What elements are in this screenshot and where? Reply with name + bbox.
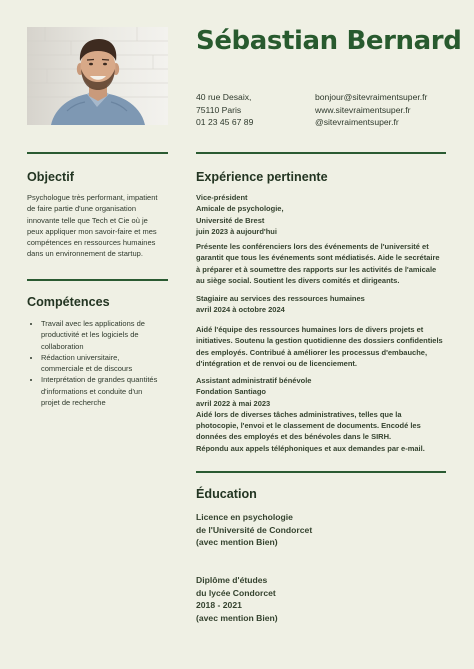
competences-heading: Compétences [27, 295, 110, 309]
competence-line: • Travail avec les applications de [41, 319, 145, 328]
competence-line: projet de recherche [41, 398, 106, 408]
competence-line: commerciale et de discours [41, 364, 133, 374]
contact-online-block [315, 91, 427, 129]
education-heading: Éducation [196, 487, 257, 501]
competence-line: productivité et les logiciels de [41, 330, 139, 340]
job-title: Assistant administratif bénévole [196, 376, 312, 385]
job-detail-line: données des employés et des bénévoles dans le SIRH. [196, 432, 392, 442]
address-line-1: 40 rue Desaix, [196, 92, 252, 102]
job-detail-line: d'intégration et de renvoi ou de licenciement. [196, 358, 357, 368]
profile-photo [27, 27, 168, 125]
education-line: Licence en psychologie [196, 512, 293, 522]
job-title: Vice-président [196, 193, 248, 202]
objectif-text [27, 192, 177, 260]
experience-entry-1-details [196, 241, 452, 286]
job-title: Stagiaire au services des ressources humaines [196, 294, 365, 303]
objectif-heading: Objectif [27, 170, 74, 184]
competence-line: • Rédaction universitaire, [41, 352, 120, 362]
objectif-top-divider [27, 152, 168, 154]
job-organization: Université de Brest [196, 215, 265, 225]
job-organization: Fondation Santiago [196, 387, 266, 397]
website-link[interactable]: www.sitevraimentsuper.fr [315, 104, 411, 115]
experience-top-divider [196, 152, 446, 154]
job-detail-line: Aidé lors de diverses tâches administratives, telles que la [196, 409, 402, 419]
competence-line: collaboration [41, 341, 84, 351]
job-detail-line: initiatives. Soutenu la gestion quotidienne des dossiers confidentiels [196, 336, 443, 346]
job-detail-line: Aidé l'équipe des ressources humaines lors de divers projets et [196, 325, 424, 334]
job-detail-line: à préparer et à soumettre des rapports sur les activités de l'amicale [196, 264, 437, 274]
experience-heading: Expérience pertinente [196, 170, 328, 184]
objectif-line: de faire partie d'une organisation [27, 204, 137, 214]
job-detail-line: photocopie, l'envoi et le classement de documents. Encodé les [196, 421, 421, 431]
job-organization: Amicale de psychologie, [196, 204, 284, 214]
competence-line: • Interprétation de grandes quantités [41, 375, 158, 385]
competences-top-divider [27, 279, 168, 281]
address-line-2: 75110 Paris [196, 104, 242, 115]
objectif-line: Psychologue très performant, impatient [27, 193, 158, 202]
education-line: Diplôme d'études [196, 575, 268, 585]
competences-list [27, 318, 186, 408]
education-line: de l'Université de Condorcet [196, 524, 313, 535]
experience-entry-2-details [196, 324, 452, 369]
job-dates: avril 2022 à mai 2023 [196, 398, 271, 408]
experience-entry-3 [196, 375, 452, 454]
education-line: 2018 - 2021 [196, 600, 242, 610]
education-line: du lycée Condorcet [196, 587, 276, 598]
job-dates: avril 2024 à octobre 2024 [196, 305, 285, 315]
competence-item [41, 352, 186, 375]
candidate-name: Sébastian Bernard [196, 26, 462, 56]
objectif-line: peux appliquer mon savoir-faire et mes [27, 226, 157, 236]
job-detail-line: des employés. Contribué à améliorer les processus d'embauche, [196, 347, 428, 357]
experience-entry-1 [196, 192, 452, 237]
job-dates: juin 2023 à aujourd'hui [196, 226, 277, 236]
objectif-line: dans un environnement de startup. [27, 249, 143, 259]
job-detail-line: au siège social. Soutient les divers comités et dirigeants. [196, 275, 400, 285]
experience-entry-2 [196, 293, 452, 316]
education-entry-1 [196, 511, 452, 549]
job-detail-line: garantit que tous les événements sont médiatisés. Aide le secrétaire [196, 253, 440, 263]
competence-item [41, 374, 186, 408]
competence-item [41, 318, 186, 352]
education-entry-2 [196, 574, 452, 624]
job-detail-line: Répondu aux appels téléphoniques et aux demandes par e-mail. [196, 443, 425, 453]
profile-photo-illustration [27, 27, 168, 125]
objectif-line: innovante telle que Tech et Cie où je [27, 215, 148, 225]
phone-number: 01 23 45 67 89 [196, 117, 254, 128]
email-link[interactable]: bonjour@sitevraimentsuper.fr [315, 92, 428, 102]
competence-line: d'informations et conduite d'un [41, 386, 143, 396]
education-top-divider [196, 471, 446, 473]
contact-address-block [196, 91, 253, 129]
job-detail-line: Présente les conférenciers lors des événements de l'université et [196, 242, 429, 251]
social-handle[interactable]: @sitevraimentsuper.fr [315, 117, 399, 128]
education-line: (avec mention Bien) [196, 612, 278, 623]
education-line: (avec mention Bien) [196, 537, 278, 547]
objectif-line: compétences en ressources humaines [27, 238, 156, 248]
